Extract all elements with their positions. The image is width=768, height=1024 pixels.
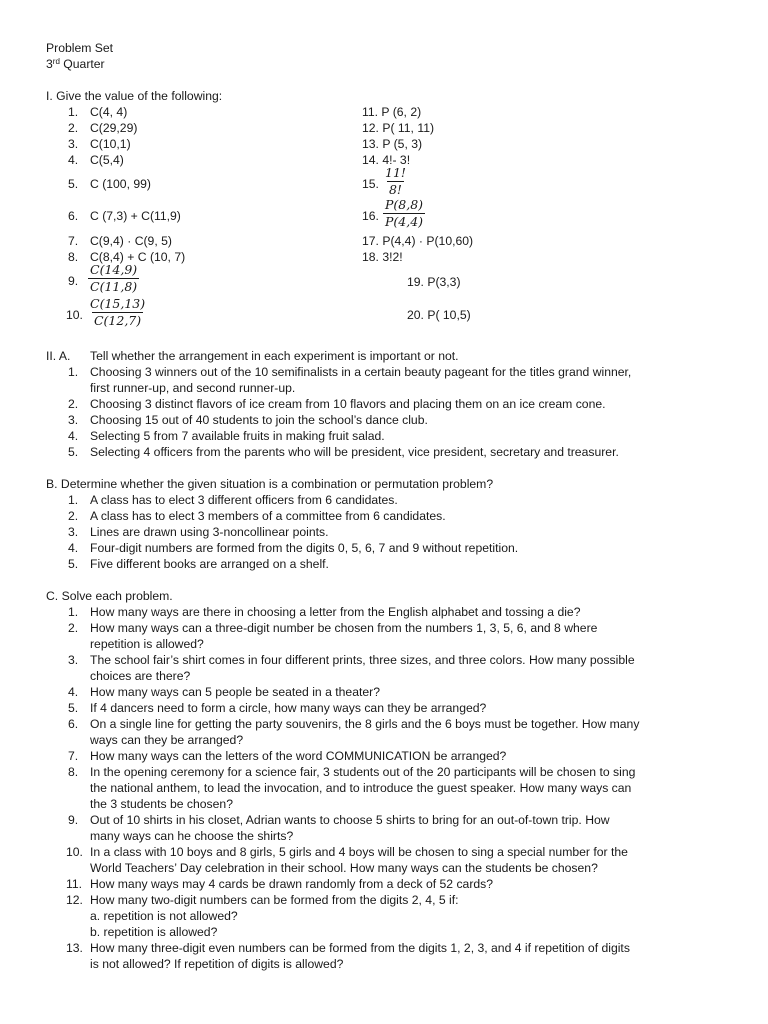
part2c-item-text: If 4 dancers need to form a circle, how many ways can they be arranged?	[90, 701, 487, 715]
part1-item-text: C(9,4) · C(9, 5)	[90, 234, 172, 248]
part2b-item-text: Four-digit numbers are formed from the digits 0, 5, 6, 7 and 9 without repetition.	[90, 541, 519, 555]
quarter-suffix: rd	[52, 57, 60, 66]
part2c-item-text: How many ways can the letters of the word COMMUNICATION be arranged?	[90, 749, 507, 763]
item-number: 2.	[68, 509, 79, 523]
item-number: 3.	[68, 413, 79, 427]
part2c-heading: C. Solve each problem.	[46, 589, 173, 603]
item-number: 8.	[68, 765, 79, 779]
item-number: 10.	[66, 308, 83, 322]
item-number: 11.	[66, 877, 83, 891]
part1-item	[68, 104, 78, 120]
part1-heading: I. Give the value of the following:	[46, 89, 223, 103]
part1-item-text: 20. P( 10,5)	[407, 308, 471, 322]
part2c-item-text: How many ways can a three-digit number be chosen from the numbers 1, 3, 5, 6, and 8 where	[90, 621, 598, 635]
part2c-item-text: How many two-digit numbers can be formed from the digits 2, 4, 5 if:	[90, 893, 459, 907]
item-number: 12.	[66, 893, 83, 907]
part2b-item-text: Lines are drawn using 3-noncollinear points.	[90, 525, 329, 539]
item-number: 4.	[68, 685, 79, 699]
part1-item-text: C(8,4) + C (10, 7)	[90, 250, 186, 264]
part1-item-text: C(4, 4)	[90, 105, 128, 119]
item-number: 2.	[68, 397, 79, 411]
part2c-item-text: choices are there?	[90, 669, 191, 683]
item-number: 5.	[68, 701, 79, 715]
part2c-item-text: a. repetition is not allowed?	[90, 909, 238, 923]
part2a-heading: Tell whether the arrangement in each experiment is important or not.	[90, 349, 459, 363]
item-number: 3.	[68, 653, 79, 667]
fraction-numerator: C(14,9)	[90, 262, 138, 277]
part2c-item-text: Out of 10 shirts in his closet, Adrian wants to choose 5 shirts to bring for an out-of-town trip. How	[90, 813, 610, 827]
fraction-numerator: 11!	[385, 165, 406, 180]
item-number: 3.	[68, 525, 79, 539]
part2a-item-text: Selecting 5 from 7 available fruits in making fruit salad.	[90, 429, 385, 443]
part2c-item-text: How many ways can 5 people be seated in a theater?	[90, 685, 380, 699]
item-number: 13.	[66, 941, 83, 955]
part1-item-text: C(10,1)	[90, 137, 131, 151]
item-number: 8.	[68, 250, 79, 264]
item-number: 15.	[362, 177, 379, 191]
part2c-item-text: ways can they be arranged?	[90, 733, 244, 747]
fraction-denominator: C(12,7)	[93, 313, 142, 328]
part2b-item-text: A class has to elect 3 members of a committee from 6 candidates.	[90, 509, 446, 523]
part2a-item-text: Choosing 3 distinct flavors of ice cream from 10 flavors and placing them on an ice cream cone.	[90, 397, 606, 411]
part2a-item-text: first runner-up, and second runner-up.	[90, 381, 296, 395]
part1-item-text: 11. P (6, 2)	[362, 105, 422, 119]
fraction-item-10	[88, 297, 147, 328]
part1-item-text: 19. P(3,3)	[407, 275, 461, 289]
fraction-item-15	[383, 166, 408, 197]
quarter-label	[46, 56, 105, 72]
part2c-item-text: is not allowed? If repetition of digits is allowed?	[90, 957, 344, 971]
fraction-item-16	[383, 198, 425, 229]
part1-item-text: C (7,3) + C(11,9)	[90, 209, 181, 223]
item-number: 10.	[66, 845, 83, 859]
part2c-item-text: b. repetition is allowed?	[90, 925, 218, 939]
part2c-item-text: the 3 students be chosen?	[90, 797, 233, 811]
item-number: 4.	[68, 541, 79, 555]
item-number: 2.	[68, 621, 79, 635]
part2c-item-text: World Teachers’ Day celebration in their school. How many ways can the students be chosen?	[90, 861, 598, 875]
fraction-numerator: C(15,13)	[90, 296, 146, 311]
part1-item-text: C (100, 99)	[90, 177, 151, 191]
part2b-heading: B. Determine whether the given situation is a combination or permutation problem?	[46, 477, 494, 491]
part2c-item-text: In a class with 10 boys and 8 girls, 5 girls and 4 boys will be chosen to sing a special number for the	[90, 845, 628, 859]
quarter-word: Quarter	[63, 57, 105, 71]
part2b-item-text: A class has to elect 3 different officers from 6 candidates.	[90, 493, 398, 507]
item-number: 16.	[362, 209, 379, 223]
item-number: 1.	[68, 605, 79, 619]
part2c-item-text: many ways can he choose the shirts?	[90, 829, 294, 843]
part1-item-text: C(5,4)	[90, 153, 124, 167]
item-number: 9.	[68, 274, 79, 288]
fraction-denominator: 8!	[388, 182, 402, 197]
item-number: 1.	[68, 365, 79, 379]
part1-item-text: 14. 4!- 3!	[362, 153, 411, 167]
item-number: 9.	[68, 813, 79, 827]
part1-item-text: 12. P( 11, 11)	[362, 121, 435, 135]
fraction-denominator: C(11,8)	[90, 279, 138, 294]
part1-item-text: 13. P (5, 3)	[362, 137, 423, 151]
part2c-item-text: How many ways may 4 cards be drawn randomly from a deck of 52 cards?	[90, 877, 494, 891]
item-number: 7.	[68, 749, 79, 763]
page-title: Problem Set	[46, 41, 114, 55]
item-number: 7.	[68, 234, 79, 248]
fraction-item-9	[88, 263, 139, 294]
item-number: 3.	[68, 137, 79, 151]
fraction-denominator: P(4,4)	[385, 214, 424, 229]
part1-item-text: 17. P(4,4) · P(10,60)	[362, 234, 474, 248]
item-number: 1.	[68, 105, 79, 119]
item-number: 6.	[68, 717, 79, 731]
part1-item-text: 18. 3!2!	[362, 250, 403, 264]
part2c-item-text: The school fair’s shirt comes in four different prints, three sizes, and three colors. How many possible	[90, 653, 635, 667]
part2c-item-text: How many three-digit even numbers can be formed from the digits 1, 2, 3, and 4 if repetition of digits	[90, 941, 630, 955]
part2c-item-text: repetition is allowed?	[90, 637, 204, 651]
item-number: 6.	[68, 209, 79, 223]
part2c-item-text: In the opening ceremony for a science fair, 3 students out of the 20 participants will be chosen to sing	[90, 765, 636, 779]
item-number: 5.	[68, 445, 79, 459]
item-number: 5.	[68, 557, 79, 571]
item-number: 4.	[68, 153, 79, 167]
part2a-item-text: Selecting 4 officers from the parents who will be president, vice president, secretary and treasurer.	[90, 445, 619, 459]
item-number: 4.	[68, 429, 79, 443]
item-number: 5.	[68, 177, 79, 191]
item-number: 1.	[68, 493, 79, 507]
part1-item-text: C(29,29)	[90, 121, 138, 135]
part2c-item-text: On a single line for getting the party souvenirs, the 8 girls and the 6 boys must be together. How many	[90, 717, 640, 731]
quarter-number: 3	[46, 57, 53, 71]
part2a-item-text: Choosing 3 winners out of the 10 semifinalists in a certain beauty pageant for the titles grand winner,	[90, 365, 632, 379]
part2c-item-text: How many ways are there in choosing a letter from the English alphabet and tossing a die?	[90, 605, 581, 619]
part2c-item-text: the national anthem, to lead the invocation, and to introduce the guest speaker. How many ways can	[90, 781, 632, 795]
item-number: 2.	[68, 121, 79, 135]
fraction-numerator: P(8,8)	[385, 197, 424, 212]
part2b-item-text: Five different books are arranged on a shelf.	[90, 557, 329, 571]
part2a-label: II. A.	[46, 349, 71, 363]
part2a-item-text: Choosing 15 out of 40 students to join the school’s dance club.	[90, 413, 428, 427]
